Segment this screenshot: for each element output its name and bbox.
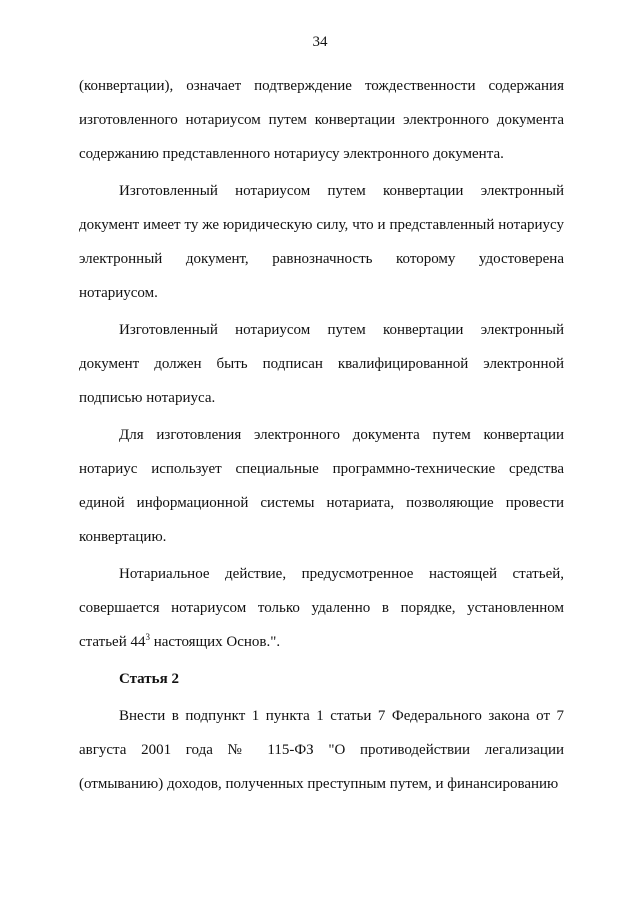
paragraph-remote-action-text: Нотариальное действие, предусмотренное настоящей статьей, совершается нотариусом только удаленно в порядке, установленном статьей 44 (79, 566, 564, 650)
paragraph-legal-force: Изготовленный нотариусом путем конвертации электронный документ имеет ту же юридическую силу, что и представленный нотариусу электронный документ, равнозначность которому удостоверена нотариусом. (79, 183, 564, 301)
paragraph-amendment: Внести в подпункт 1 пункта 1 статьи 7 Федерального закона от 7 августа 2001 года № 115-ФЗ "О противодействии легализации (отмыванию) доходов, полученных преступным путем, и финансированию (79, 708, 564, 792)
paragraph-convertation-meaning: (конвертации), означает подтверждение тождественности содержания изготовленного нотариусом путем конвертации электронного документа содержанию представленного нотариусу электронного документа. (79, 78, 564, 162)
article-superscript: 3 (145, 632, 150, 642)
paragraph-technical-means: Для изготовления электронного документа путем конвертации нотариус использует специальные программно-технические средства единой информационной системы нотариата, позволяющие провести конвертацию. (79, 427, 564, 545)
paragraph-remote-action (79, 557, 564, 659)
page-number: 34 (312, 34, 328, 50)
paragraph-signature-requirement: Изготовленный нотариусом путем конвертации электронный документ должен быть подписан квалифицированной электронной подписью нотариуса. (79, 322, 564, 406)
paragraph-remote-action-ending: настоящих Основ.". (150, 634, 281, 650)
article-heading: Статья 2 (119, 671, 179, 687)
document-body (79, 69, 564, 804)
